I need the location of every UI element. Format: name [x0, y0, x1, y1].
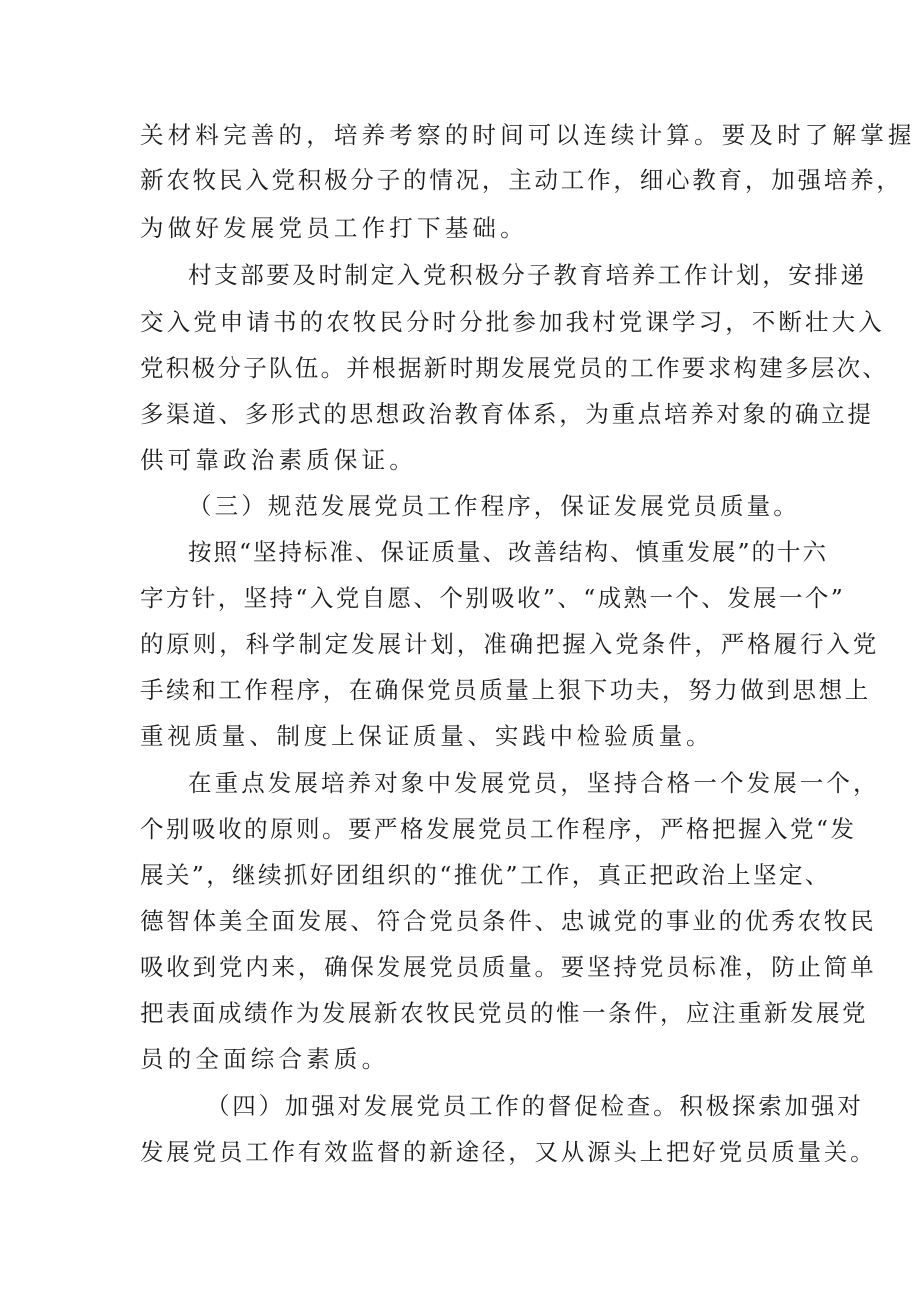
text-line: 为做好发展党员工作打下基础。 [140, 214, 528, 242]
text-line: 党积极分子队伍。并根据新时期发展党员的工作要求构建多层次、 [140, 354, 889, 382]
section-heading: （四）加强对发展党员工作的督促检查。积极探索加强对 [206, 1092, 864, 1120]
text-line: 德智体美全面发展、符合党员条件、忠诚党的事业的优秀农牧民 [140, 907, 877, 935]
text-line: 多渠道、多形式的思想政治教育体系，为重点培养对象的确立提 [140, 400, 874, 428]
text-line: 把表面成绩作为发展新农牧民党员的惟一条件，应注重新发展党 [140, 999, 868, 1027]
text-line: 员的全面综合素质。 [140, 1045, 390, 1073]
text-line: 重视质量、制度上保证质量、实践中检验质量。 [140, 722, 714, 750]
section-heading: （三）规范发展党员工作程序，保证发展党员质量。 [188, 492, 800, 520]
text-line: 的原则，科学制定发展计划，准确把握入党条件，严格履行入党 [140, 630, 880, 658]
text-line: 新农牧民入党积极分子的情况，主动工作，细心教育，加强培养， [140, 166, 903, 194]
text-line: 交入党申请书的农牧民分时分批参加我村党课学习，不断壮大入 [140, 308, 885, 336]
text-line: 吸收到党内来，确保发展党员质量。要坚持党员标准，防止简单 [140, 953, 877, 981]
paragraph-first-line: 在重点发展培养对象中发展党员，坚持合格一个发展一个， [188, 769, 880, 797]
text-line: 供可靠政治素质保证。 [140, 446, 417, 474]
paragraph-first-line: 村支部要及时制定入党积极分子教育培养工作计划，安排递 [188, 261, 867, 289]
text-line: 字方针，坚持“入党自愿、个别吸收”、“成熟一个、发展一个” [140, 584, 846, 612]
text-line: 发展党员工作有效监督的新途径，又从源头上把好党员质量关。 [140, 1138, 877, 1166]
text-line: 关材料完善的，培养考察的时间可以连续计算。要及时了解掌握 [140, 121, 916, 149]
text-line: 手续和工作程序，在确保党员质量上狠下功夫，努力做到思想上 [140, 676, 871, 704]
text-line: 个别吸收的原则。要严格发展党员工作程序，严格把握入党“发 [140, 815, 857, 843]
paragraph-first-line: 按照“坚持标准、保证质量、改善结构、慎重发展”的十六 [188, 538, 829, 566]
text-line: 展关”，继续抓好团组织的“推优”工作，真正把政治上坚定、 [140, 861, 831, 889]
